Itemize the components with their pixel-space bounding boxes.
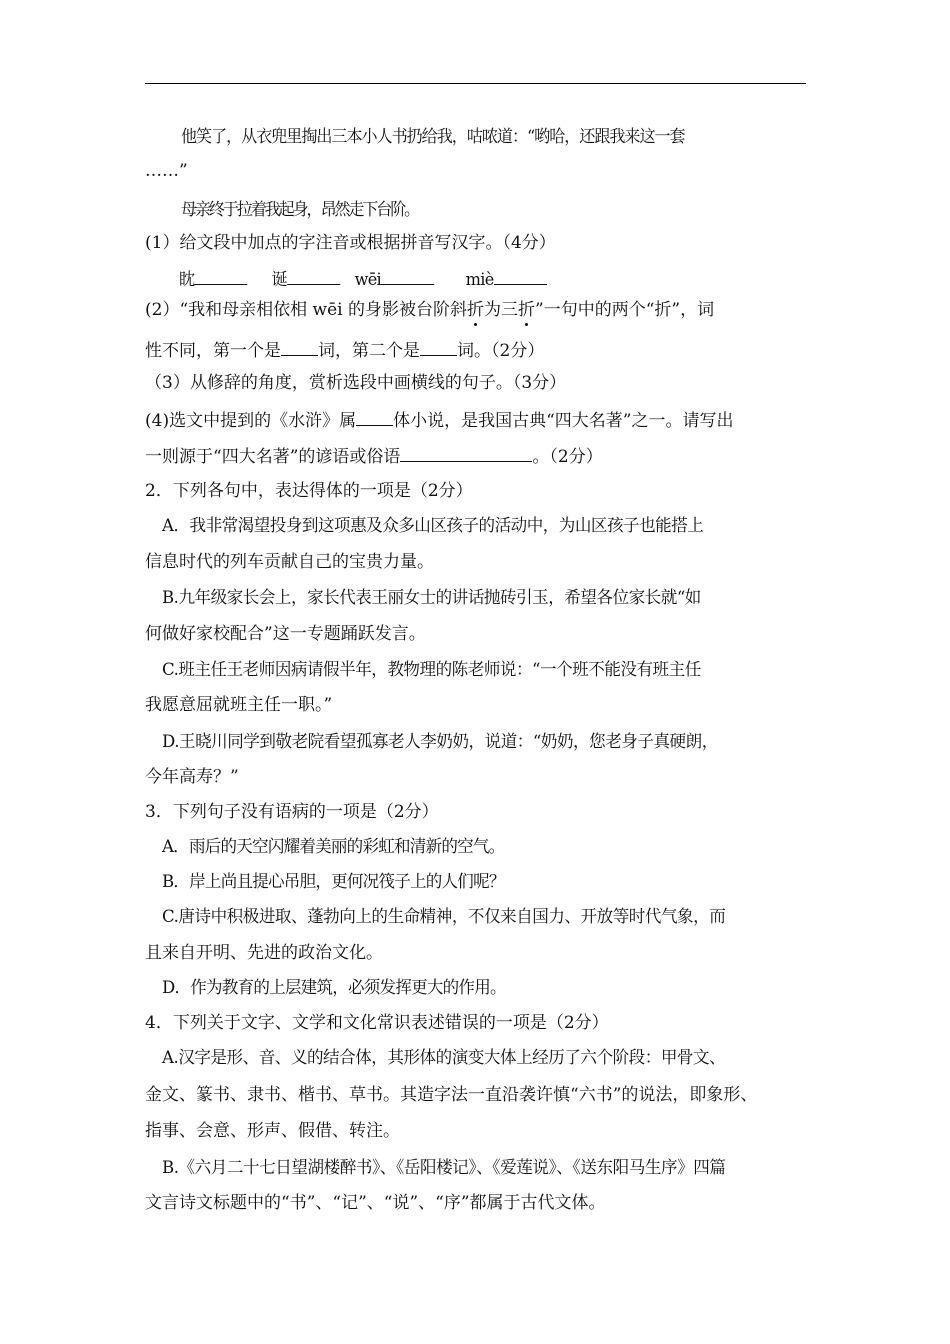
header-rule	[145, 83, 806, 84]
option-A-cont: 指事、会意、形声、假借、转注。	[145, 1121, 400, 1141]
question-1-sub-4	[145, 408, 806, 432]
text-span: 性不同，第一个是	[145, 341, 281, 361]
option-B: B.《六月二十七日望湖楼醉书》、《岳阳楼记》、《爱莲说》、《送东阳马生序》四篇	[162, 1158, 726, 1178]
option-A: A．雨后的天空闪耀着美丽的彩虹和清新的空气。	[162, 837, 505, 857]
option-B: B.九年级家长会上，家长代表王丽女士的讲话抛砖引玉，希望各位家长就“如	[162, 588, 701, 608]
passage-line: 他笑了，从衣兜里掏出三本小人书扔给我，咕哝道：“哟哈，还跟我来这一套	[181, 127, 685, 147]
blank-label: miè	[465, 270, 494, 290]
answer-blank[interactable]	[281, 338, 318, 356]
question-1-sub-3: （3）从修辞的角度，赏析选段中画横线的句子。（3分）	[145, 373, 567, 393]
dotted-char: 折	[518, 300, 535, 320]
pinyin-blanks	[179, 267, 806, 291]
question-1-sub-2	[145, 299, 806, 321]
answer-blank[interactable]	[494, 267, 547, 285]
option-C-cont: 我愿意屈就班主任一职。”	[145, 695, 333, 715]
option-D: D．作为教育的上层建筑，必须发挥更大的作用。	[162, 978, 506, 998]
option-A: A.汉字是形、音、义的结合体，其形体的演变大体上经历了六个阶段：甲骨文、	[162, 1048, 726, 1068]
question-2-stem: 2．下列各句中，表达得体的一项是（2分）	[145, 481, 473, 501]
option-D-cont: 今年高寿？”	[145, 767, 239, 787]
answer-blank[interactable]	[381, 267, 434, 285]
question-1-sub-2-cont	[145, 338, 806, 362]
text-span: 。（2分）	[532, 447, 603, 467]
answer-blank[interactable]	[287, 267, 340, 285]
text-span: 词。（2分）	[457, 341, 545, 361]
option-B-cont: 何做好家校配合”这一专题踊跃发言。	[145, 624, 426, 644]
blank-label: wēi	[354, 270, 381, 290]
option-A-cont: 信息时代的列车贡献自己的宝贵力量。	[145, 552, 434, 572]
question-1-sub-1: (1）给文段中加点的字注音或根据拼音写汉字。（4分）	[145, 233, 556, 253]
text-span: (4)选文中提到的《水浒》属	[145, 411, 357, 431]
option-B-cont: 文言诗文标题中的“书”、“记”、“说”、“序”都属于古代文体。	[145, 1193, 606, 1213]
answer-blank[interactable]	[400, 444, 532, 462]
question-1-sub-4-cont	[145, 444, 806, 468]
question-3-stem: 3．下列句子没有语病的一项是（2分）	[145, 802, 439, 822]
dotted-char: 折	[467, 300, 484, 320]
answer-blank[interactable]	[194, 267, 247, 285]
option-B: B．岸上尚且提心吊胆，更何况筏子上的人们呢？	[162, 872, 505, 892]
answer-blank[interactable]	[356, 408, 393, 426]
text-span: 体小说，是我国古典“四大名著”之一。请写出	[393, 411, 734, 431]
option-C-cont: 且来自开明、先进的政治文化。	[145, 943, 383, 963]
option-D: D.王晓川同学到敬老院看望孤寡老人李奶奶，说道：“奶奶，您老身子真硬朗，	[162, 732, 718, 752]
text-span: (2）“我和母亲相依相 wēi 的身影被台阶斜	[145, 300, 467, 320]
text-span: ”一句中的两个“折”，词	[535, 300, 715, 320]
answer-blank[interactable]	[420, 338, 457, 356]
text-span: 词，第二个是	[318, 341, 420, 361]
text-span: 为三	[484, 300, 518, 320]
option-C: C.班主任王老师因病请假半年，教物理的陈老师说：“一个班不能没有班主任	[162, 660, 701, 680]
option-C: C.唐诗中积极进取、蓬勃向上的生命精神，不仅来自国力、开放等时代气象，而	[162, 907, 726, 927]
blank-label: 眈	[179, 270, 195, 290]
passage-line: 母亲终于拉着我起身，昂然走下台阶。	[181, 200, 419, 220]
option-A: A．我非常渴望投身到这项惠及众多山区孩子的活动中，为山区孩子也能搭上	[162, 516, 704, 536]
option-A-cont: 金文、篆书、隶书、楷书、草书。其造字法一直沿袭许慎“六书”的说法，即象形、	[145, 1085, 758, 1105]
text-span: 一则源于“四大名著”的谚语或俗语	[145, 447, 401, 467]
blank-label: 诞	[271, 270, 287, 290]
question-4-stem: 4．下列关于文字、文学和文化常识表述错误的一项是（2分）	[145, 1013, 609, 1033]
passage-line: ……”	[145, 161, 188, 181]
